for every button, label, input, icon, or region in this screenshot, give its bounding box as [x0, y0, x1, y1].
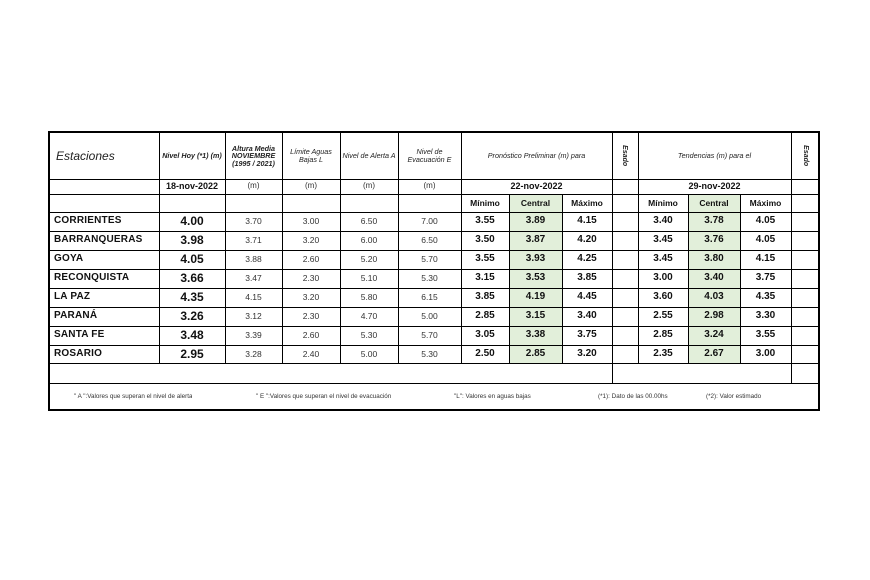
column-divider [461, 133, 462, 363]
table-cell-t-max: 4.15 [755, 253, 776, 265]
table-cell-alerta: 5.30 [360, 330, 378, 341]
column-divider [638, 133, 639, 363]
table-cell-f-max: 3.20 [577, 347, 597, 359]
footnote-valor-estimado: (*2): Valor estimado [706, 392, 762, 400]
table-cell-bajas: 2.60 [302, 254, 320, 265]
table-cell-t-max: 4.05 [755, 215, 776, 227]
tendencias-header: Tendencias (m) para el [677, 151, 752, 161]
row-divider [50, 326, 818, 327]
table-cell-today: 3.26 [180, 309, 204, 324]
unit-media: (m) [247, 181, 260, 191]
table-cell-t-max: 4.05 [755, 234, 776, 246]
forecast-max-label: Máximo [571, 197, 603, 208]
table-cell-t-min: 2.55 [653, 310, 673, 322]
table-cell-t-min: 2.85 [653, 329, 673, 341]
unit-evac: (m) [423, 181, 436, 191]
table-cell-f-cen: 3.15 [525, 310, 546, 322]
table-cell-station: SANTA FE [54, 329, 105, 341]
table-cell-media: 3.12 [245, 311, 262, 322]
table-cell-f-min: 3.05 [475, 329, 495, 341]
estado-header-1-text: Esado [621, 145, 629, 167]
table-cell-f-cen: 3.89 [525, 215, 546, 227]
table-cell-station: ROSARIO [54, 347, 103, 359]
table-cell-t-min: 3.60 [653, 291, 673, 303]
table-cell-evac: 7.00 [421, 216, 438, 227]
table-cell-t-min: 3.40 [653, 215, 673, 227]
table-cell-f-min: 3.50 [475, 234, 495, 246]
forecast-central-label: Central [520, 197, 551, 208]
table-cell-t-cen: 3.78 [704, 215, 724, 227]
table-cell-f-max: 4.25 [577, 253, 597, 265]
column-divider [159, 133, 160, 363]
table-cell-f-max: 3.40 [577, 310, 597, 322]
table-cell-alerta: 5.00 [360, 348, 378, 359]
column-divider [791, 133, 792, 363]
column-divider [562, 194, 563, 363]
table-cell-t-min: 3.45 [653, 234, 673, 246]
table-cell-today: 4.00 [180, 214, 204, 229]
table-cell-t-max: 3.30 [755, 310, 776, 322]
table-cell-t-cen: 4.03 [704, 291, 724, 303]
table-cell-media: 3.70 [245, 216, 262, 227]
row-divider [50, 269, 818, 270]
today-date: 18-nov-2022 [165, 180, 219, 191]
table-cell-media: 3.47 [245, 273, 262, 284]
row-divider [50, 345, 818, 346]
table-cell-t-cen: 3.40 [704, 272, 724, 284]
limite-bajas-header: Límite Aguas Bajas L [290, 147, 332, 164]
table-cell-bajas: 3.00 [302, 216, 320, 227]
table-cell-t-max: 3.00 [755, 347, 776, 359]
table-cell-today: 4.35 [180, 290, 204, 305]
footnote-dato-hora: (*1): Dato de las 00.00hs [598, 392, 668, 400]
table-cell-today: 3.66 [180, 271, 204, 286]
row-divider [50, 194, 818, 195]
table-cell-today: 3.48 [180, 328, 204, 343]
row-divider [50, 383, 818, 384]
table-cell-station: LA PAZ [54, 291, 91, 303]
pronostico-header: Pronóstico Preliminar (m) para [487, 151, 586, 161]
table-cell-t-cen: 3.80 [704, 253, 724, 265]
row-divider [50, 231, 818, 232]
table-cell-f-min: 3.55 [475, 215, 495, 227]
column-divider [398, 133, 399, 363]
table-cell-f-max: 4.15 [577, 215, 597, 227]
table-cell-media: 3.71 [245, 235, 262, 246]
table-cell-t-cen: 3.76 [704, 234, 724, 246]
table-cell-evac: 5.00 [421, 311, 438, 322]
table-cell-alerta: 4.70 [360, 311, 378, 322]
table-cell-t-cen: 2.67 [704, 347, 724, 359]
column-divider [225, 133, 226, 363]
row-divider [50, 288, 818, 289]
column-divider [340, 133, 341, 363]
estado-header-2-text: Esado [802, 145, 810, 167]
table-cell-evac: 5.70 [421, 254, 438, 265]
nivel-evacuacion-header: Nivel de Evacuación E [407, 147, 452, 164]
table-cell-bajas: 2.30 [302, 311, 320, 322]
row-divider [50, 179, 818, 180]
river-levels-table [48, 131, 820, 411]
table-cell-t-cen: 3.24 [704, 329, 724, 341]
table-cell-t-max: 4.35 [755, 291, 776, 303]
table-cell-station: PARANÁ [54, 310, 98, 322]
column-divider [740, 194, 741, 363]
row-divider [50, 307, 818, 308]
column-divider [612, 133, 613, 363]
column-divider [688, 194, 689, 363]
table-cell-f-cen: 3.87 [525, 234, 546, 246]
table-cell-f-cen: 3.53 [525, 272, 546, 284]
table-cell-f-min: 2.50 [475, 347, 495, 359]
table-cell-media: 4.15 [245, 292, 262, 303]
estado-header-2 [791, 133, 820, 179]
table-cell-station: CORRIENTES [54, 215, 122, 227]
table-cell-station: RECONQUISTA [54, 272, 130, 284]
table-cell-t-min: 2.35 [653, 347, 673, 359]
altura-media-header: Altura Media NOVIEMBRE (1995 / 2021) [231, 143, 276, 168]
row-divider [50, 250, 818, 251]
table-cell-media: 3.28 [245, 348, 262, 359]
table-cell-f-min: 2.85 [475, 310, 495, 322]
table-cell-bajas: 3.20 [302, 235, 320, 246]
forecast-date: 22-nov-2022 [510, 180, 563, 191]
table-cell-t-cen: 2.98 [704, 310, 724, 322]
table-cell-media: 3.39 [245, 330, 262, 341]
table-cell-today: 4.05 [180, 252, 204, 267]
table-cell-f-max: 4.20 [577, 234, 597, 246]
stations-header: Estaciones [56, 148, 115, 163]
table-cell-alerta: 5.10 [360, 273, 378, 284]
table-cell-f-cen: 3.38 [525, 329, 546, 341]
column-divider [509, 194, 510, 363]
trend-date: 29-nov-2022 [688, 180, 741, 191]
table-cell-media: 3.88 [245, 254, 262, 265]
table-cell-station: GOYA [54, 253, 84, 265]
table-cell-f-cen: 2.85 [525, 347, 546, 359]
table-cell-bajas: 2.40 [302, 348, 320, 359]
table-cell-alerta: 6.00 [360, 235, 378, 246]
nivel-hoy-header: Nivel Hoy (*1) (m) [162, 151, 222, 161]
table-cell-f-max: 3.75 [577, 329, 597, 341]
table-cell-evac: 5.70 [421, 330, 438, 341]
table-cell-bajas: 3.20 [302, 292, 320, 303]
table-cell-f-max: 3.85 [577, 272, 597, 284]
table-cell-f-min: 3.85 [475, 291, 495, 303]
nivel-alerta-header: Nivel de Alerta A [342, 151, 396, 161]
trend-max-label: Máximo [749, 197, 782, 208]
table-cell-today: 3.98 [180, 233, 204, 248]
footnote-evacuacion: " E ":Valores que superan el nivel de evacuación [256, 392, 392, 400]
table-cell-t-max: 3.75 [755, 272, 776, 284]
footnote-alerta: " A ":Valores que superan el nivel de alerta [74, 392, 193, 400]
trend-central-label: Central [699, 197, 729, 208]
table-cell-evac: 5.30 [421, 348, 438, 359]
table-cell-f-min: 3.55 [475, 253, 495, 265]
table-cell-f-min: 3.15 [475, 272, 495, 284]
table-cell-f-max: 4.45 [577, 291, 597, 303]
table-cell-f-cen: 3.93 [525, 253, 546, 265]
column-divider [791, 363, 792, 383]
table-cell-t-max: 3.55 [755, 329, 776, 341]
table-cell-t-min: 3.00 [653, 272, 673, 284]
table-cell-alerta: 5.20 [360, 254, 378, 265]
table-cell-station: BARRANQUERAS [54, 234, 143, 246]
estado-header-1 [612, 133, 638, 179]
table-cell-alerta: 5.80 [360, 292, 378, 303]
column-divider [612, 363, 613, 383]
table-cell-f-cen: 4.19 [525, 291, 546, 303]
forecast-min-label: Mínimo [470, 197, 500, 208]
unit-bajas: (m) [305, 181, 317, 191]
table-cell-today: 2.95 [180, 346, 204, 361]
table-cell-bajas: 2.60 [302, 330, 320, 341]
table-cell-evac: 6.50 [421, 235, 438, 246]
table-cell-evac: 6.15 [421, 292, 438, 303]
row-divider [50, 363, 818, 364]
table-cell-evac: 5.30 [421, 273, 438, 284]
unit-alerta: (m) [363, 181, 375, 191]
table-cell-bajas: 2.30 [302, 273, 320, 284]
row-divider [50, 212, 818, 213]
column-divider [282, 133, 283, 363]
table-cell-t-min: 3.45 [653, 253, 673, 265]
table-cell-alerta: 6.50 [360, 216, 378, 227]
trend-min-label: Mínimo [648, 197, 678, 208]
footnote-aguas-bajas: "L": Valores en aguas bajas [454, 392, 531, 400]
